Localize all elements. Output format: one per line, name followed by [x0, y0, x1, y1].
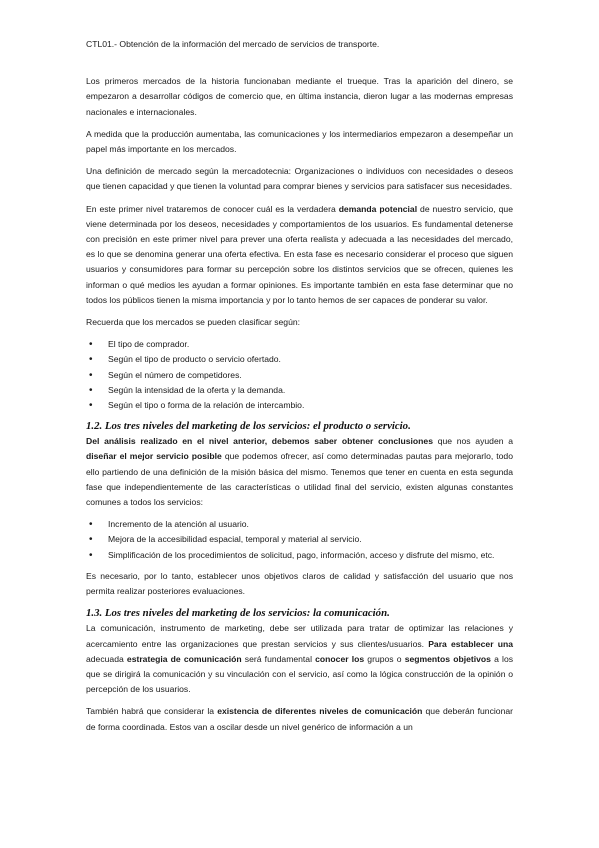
text-run: que podemos ofrecer, así como determinadas pautas para mejorarlo, todo ello partiendo de una definición de la misión básica del mismo. Tenemos que tener en cuenta en esta segunda fase que independientemente de las características o utilidad final del servicio, existen algunas constantes comunes a todos los servicios: — [86, 451, 513, 508]
paragraph-produccion: A medida que la producción aumentaba, las comunicaciones y los intermediarios empezaron a desempeñar un papel más importante en los mercados. — [86, 128, 513, 155]
text-run: será fundamental — [241, 653, 316, 664]
bold-run: Del análisis realizado en el nivel anterior, debemos saber obtener conclusiones — [86, 436, 433, 447]
paragraph-segundo-nivel — [86, 434, 513, 510]
bold-run: estrategia de comunicación — [126, 653, 242, 664]
service-constants-list — [86, 517, 513, 563]
list-item: • Según la intensidad de la oferta y la demanda. — [108, 383, 513, 398]
bold-run: Para establecer una — [428, 638, 513, 649]
market-types-list — [86, 337, 513, 413]
paragraph-comunicacion — [86, 621, 513, 697]
list-item: • El tipo de comprador. — [108, 337, 513, 352]
text-run: que nos ayuden a — [433, 436, 513, 447]
paragraph-definicion-mercado: Una definición de mercado según la mercadotecnia: Organizaciones o individuos con necesidades o deseos que tienen capacidad y que tienen la voluntad para comprar bienes y servicios para satisfacer sus necesidades. — [86, 166, 513, 192]
text-run: grupos o — [364, 653, 405, 664]
list-item: • Mejora de la accesibilidad espacial, temporal y material al servicio. — [108, 532, 513, 547]
list-item: • Según el tipo o forma de la relación de intercambio. — [108, 398, 513, 413]
bold-run: conocer los — [315, 653, 365, 664]
text-run: que deberán funcionar de forma coordinada. Estos van a oscilar desde un nivel genérico de información a un — [86, 706, 513, 732]
text-run: adecuada — [86, 653, 127, 664]
text-run: a los que se dirigirá la comunicación y su vinculación con el servicio, así como la lógica construcción de la opinión o percepción de los usuarios. — [86, 653, 514, 695]
list-item: • Según el tipo de producto o servicio ofertado. — [108, 352, 513, 367]
section-heading-1-3: 1.3. Los tres niveles del marketing de los servicios: la comunicación. — [86, 607, 390, 620]
bold-run: segmentos objetivos — [404, 653, 491, 664]
list-item: • Según el número de competidores. — [108, 368, 513, 383]
bold-run: diseñar el mejor servicio posible — [86, 451, 222, 462]
paragraph-primer-nivel — [86, 202, 513, 308]
text-run: de nuestro servicio, que viene determinada por los deseos, necesidades y comportamientos de los usuarios. Es fundamental detenerse con precisión en este primer nivel para prever una oferta realista y adecuada a las necesidades del mercado, es lo que se denomina generar una oferta efectiva. En esta fase es necesario considerar el proceso que siguen usuarios y consumidores para formar su percepción sobre los distintos servicios que se ofrecen, quienes les informan o qué medios les ayudan a formar opiniones. Es importante también en esta fase determinar que no todos los públicos tienen la misma importancia y por lo tanto hemos de ser capaces de ponderar su valor. — [86, 203, 513, 305]
text-run: También habrá que considerar la — [86, 706, 218, 717]
bold-run: existencia de diferentes niveles de comunicación — [217, 706, 423, 717]
list-item: • Incremento de la atención al usuario. — [108, 517, 513, 532]
paragraph-objetivos: Es necesario, por lo tanto, establecer unos objetivos claros de calidad y satisfacción del usuario que nos permita realizar posteriores evaluaciones. — [86, 570, 513, 597]
text-run: La comunicación, instrumento de marketing, debe ser utilizada para tratar de optimizar las relaciones y acercamiento entre las organizaciones que prestan servicios y sus clientes/usuarios. — [86, 623, 513, 649]
paragraph-trueque: Los primeros mercados de la historia funcionaban mediante el trueque. Tras la aparición del dinero, se empezaron a desarrollar códigos de comercio que, en última instancia, dieron lugar a las modernas empresas nacionales e internacionales. — [86, 76, 513, 117]
text-run: En este primer nivel trataremos de conocer cuál es la verdadera — [86, 203, 339, 214]
document-header: CTL01.- Obtención de la información del mercado de servicios de transporte. — [86, 39, 380, 49]
section-heading-1-2: 1.2. Los tres niveles del marketing de los servicios: el producto o servicio. — [86, 420, 411, 433]
list-item: • Simplificación de los procedimientos de solicitud, pago, información, acceso y disfrute del mismo, etc. — [108, 548, 513, 563]
paragraph-clasificar: Recuerda que los mercados se pueden clasificar según: — [86, 317, 301, 328]
bold-run: demanda potencial — [338, 203, 418, 214]
paragraph-niveles-comunicacion — [86, 704, 513, 734]
